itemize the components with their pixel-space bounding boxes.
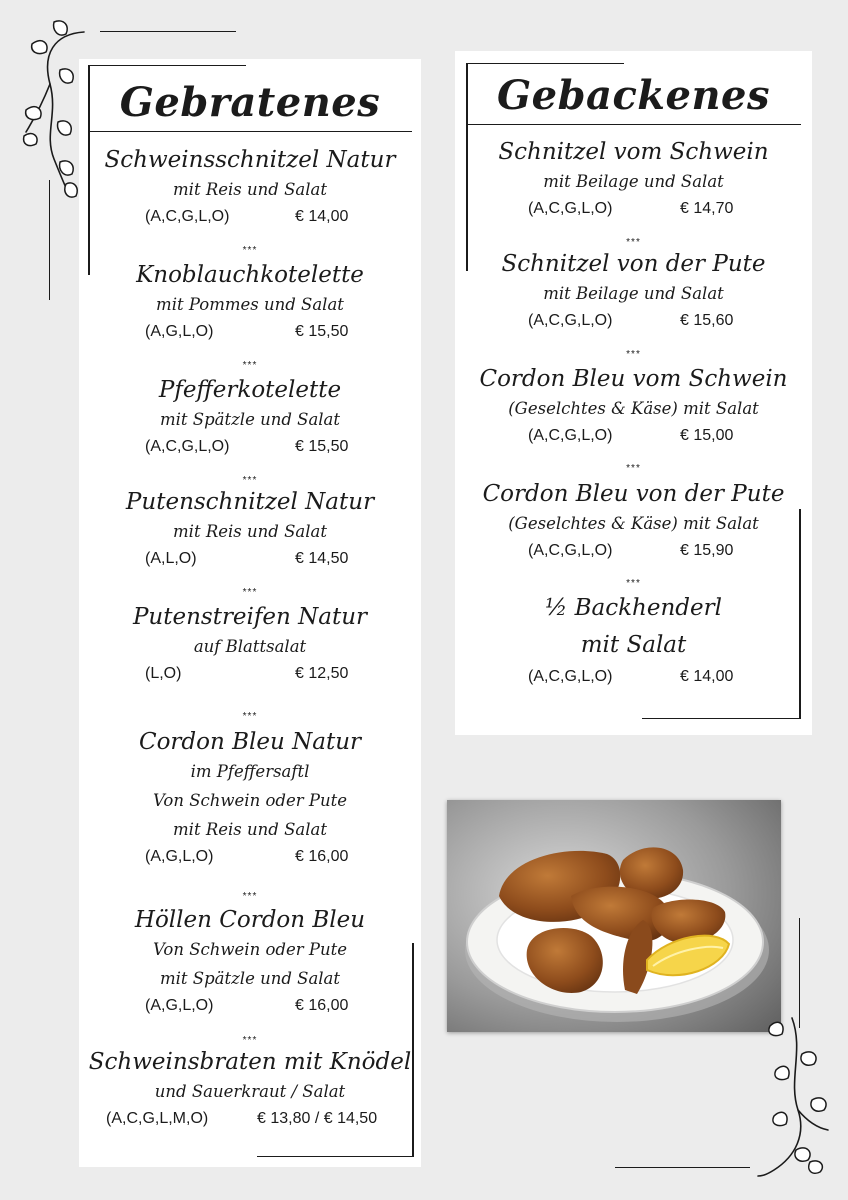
allergen-codes: (A,C,G,L,O): [145, 437, 230, 455]
item-name: Schnitzel von der Pute: [501, 251, 766, 277]
item-description: mit Spätzle und Salat: [159, 409, 341, 429]
item-price: € 13,80 / € 14,50: [257, 1109, 378, 1127]
item-name-line-2: mit Salat: [580, 631, 687, 658]
item-description: mit Spätzle und Salat: [159, 968, 341, 988]
price-row: [79, 1110, 421, 1134]
allergen-codes: (A,L,O): [145, 549, 197, 567]
item-name: Schweinsbraten mit Knödel: [88, 1049, 412, 1075]
item-description: auf Blattsalat: [193, 636, 307, 656]
separator: ***: [626, 578, 641, 589]
panel-line: [88, 65, 246, 66]
menu-item: [455, 251, 812, 336]
menu-item: [79, 907, 421, 1021]
photo-image: [447, 800, 781, 1032]
allergen-codes: (L,O): [145, 664, 182, 682]
price-row: [79, 550, 421, 574]
allergen-codes: (A,C,G,L,M,O): [106, 1109, 209, 1127]
menu-item: [455, 595, 812, 692]
fried-chicken-plate-photo: [447, 800, 781, 1032]
allergen-codes: (A,G,L,O): [145, 996, 214, 1014]
allergen-codes: (A,C,G,L,O): [528, 668, 613, 686]
price-row: [455, 542, 812, 566]
allergen-codes: (A,G,L,O): [145, 847, 214, 865]
price-row: [79, 438, 421, 462]
allergen-codes: (A,C,G,L,O): [528, 541, 613, 559]
panel-line: [466, 63, 624, 64]
item-price: € 14,50: [295, 549, 349, 567]
item-price: € 14,70: [680, 199, 734, 217]
corner-line-bottom-right: [615, 1167, 750, 1168]
item-name: Cordon Bleu von der Pute: [482, 481, 785, 507]
separator: ***: [626, 349, 641, 360]
item-name: ½ Backhenderl: [545, 595, 722, 621]
separator: ***: [242, 245, 258, 256]
menu-panel-gebratenes: [79, 59, 421, 1167]
menu-item: [79, 604, 421, 689]
allergen-codes: (A,C,G,L,O): [528, 426, 613, 444]
menu-item: [79, 262, 421, 347]
separator: ***: [626, 237, 641, 248]
item-price: € 14,00: [680, 668, 734, 686]
vine-ornament-bottom-right: [752, 1010, 836, 1185]
corner-line-top-left: [100, 31, 236, 32]
separator: ***: [242, 360, 258, 371]
separator: ***: [242, 1035, 258, 1046]
allergen-codes: (A,C,G,L,O): [528, 311, 613, 329]
item-price: € 16,00: [295, 996, 349, 1014]
item-description: mit Pommes und Salat: [156, 294, 344, 314]
separator: ***: [626, 463, 641, 474]
price-row: [79, 665, 421, 689]
menu-item: [455, 366, 812, 451]
item-description: Von Schwein oder Pute: [153, 790, 347, 810]
item-price: € 15,00: [680, 426, 734, 444]
item-price: € 15,90: [680, 541, 734, 559]
item-description: mit Reis und Salat: [173, 179, 327, 199]
menu-item: [79, 729, 421, 872]
panel-line: [466, 124, 801, 125]
item-name: Pfefferkotelette: [158, 377, 342, 403]
item-description: Von Schwein oder Pute: [153, 939, 347, 959]
item-name: Putenschnitzel Natur: [125, 489, 375, 515]
item-name: Schweinsschnitzel Natur: [104, 147, 396, 173]
price-row: [455, 312, 812, 336]
separator: ***: [242, 475, 258, 486]
item-price: € 16,00: [295, 847, 349, 865]
item-description: mit Beilage und Salat: [543, 283, 724, 303]
item-price: € 14,00: [295, 207, 349, 225]
item-description: und Sauerkraut / Salat: [154, 1081, 346, 1101]
item-name: Cordon Bleu vom Schwein: [479, 366, 788, 392]
panel-line: [642, 718, 801, 719]
item-name: Höllen Cordon Bleu: [134, 907, 366, 933]
item-description: (Geselchtes & Käse) mit Salat: [508, 513, 759, 533]
price-row: [79, 997, 421, 1021]
menu-item: [79, 147, 421, 232]
item-name: Putenstreifen Natur: [132, 604, 368, 630]
item-description: im Pfeffersaftl: [190, 761, 310, 781]
section-heading: Gebackenes: [496, 72, 771, 119]
menu-panel-gebackenes: [455, 51, 812, 735]
price-row: [79, 848, 421, 872]
price-row: [79, 208, 421, 232]
allergen-codes: (A,C,G,L,O): [145, 207, 230, 225]
allergen-codes: (A,C,G,L,O): [528, 199, 613, 217]
allergen-codes: (A,G,L,O): [145, 322, 214, 340]
item-price: € 15,60: [680, 311, 734, 329]
menu-item: [455, 139, 812, 224]
item-description: (Geselchtes & Käse) mit Salat: [508, 398, 759, 418]
item-price: € 15,50: [295, 322, 349, 340]
item-name: Schnitzel vom Schwein: [498, 139, 769, 165]
separator: ***: [242, 587, 258, 598]
menu-item: [79, 489, 421, 574]
separator: ***: [242, 711, 258, 722]
item-name: Cordon Bleu Natur: [138, 729, 361, 755]
menu-item: [79, 377, 421, 462]
item-price: € 12,50: [295, 664, 349, 682]
item-name: Knoblauchkotelette: [136, 262, 364, 288]
panel-line: [257, 1156, 414, 1157]
section-heading: Gebratenes: [119, 79, 381, 126]
menu-item: [79, 1049, 421, 1134]
item-description: mit Beilage und Salat: [543, 171, 724, 191]
item-description: mit Reis und Salat: [173, 521, 327, 541]
item-description: mit Reis und Salat: [173, 819, 327, 839]
corner-line-left: [49, 180, 50, 300]
price-row: [455, 668, 812, 692]
price-row: [79, 323, 421, 347]
item-price: € 15,50: [295, 437, 349, 455]
corner-line-right: [799, 918, 800, 1028]
menu-item: [455, 481, 812, 566]
separator: ***: [242, 891, 258, 902]
price-row: [455, 200, 812, 224]
panel-line: [88, 131, 412, 132]
price-row: [455, 427, 812, 451]
